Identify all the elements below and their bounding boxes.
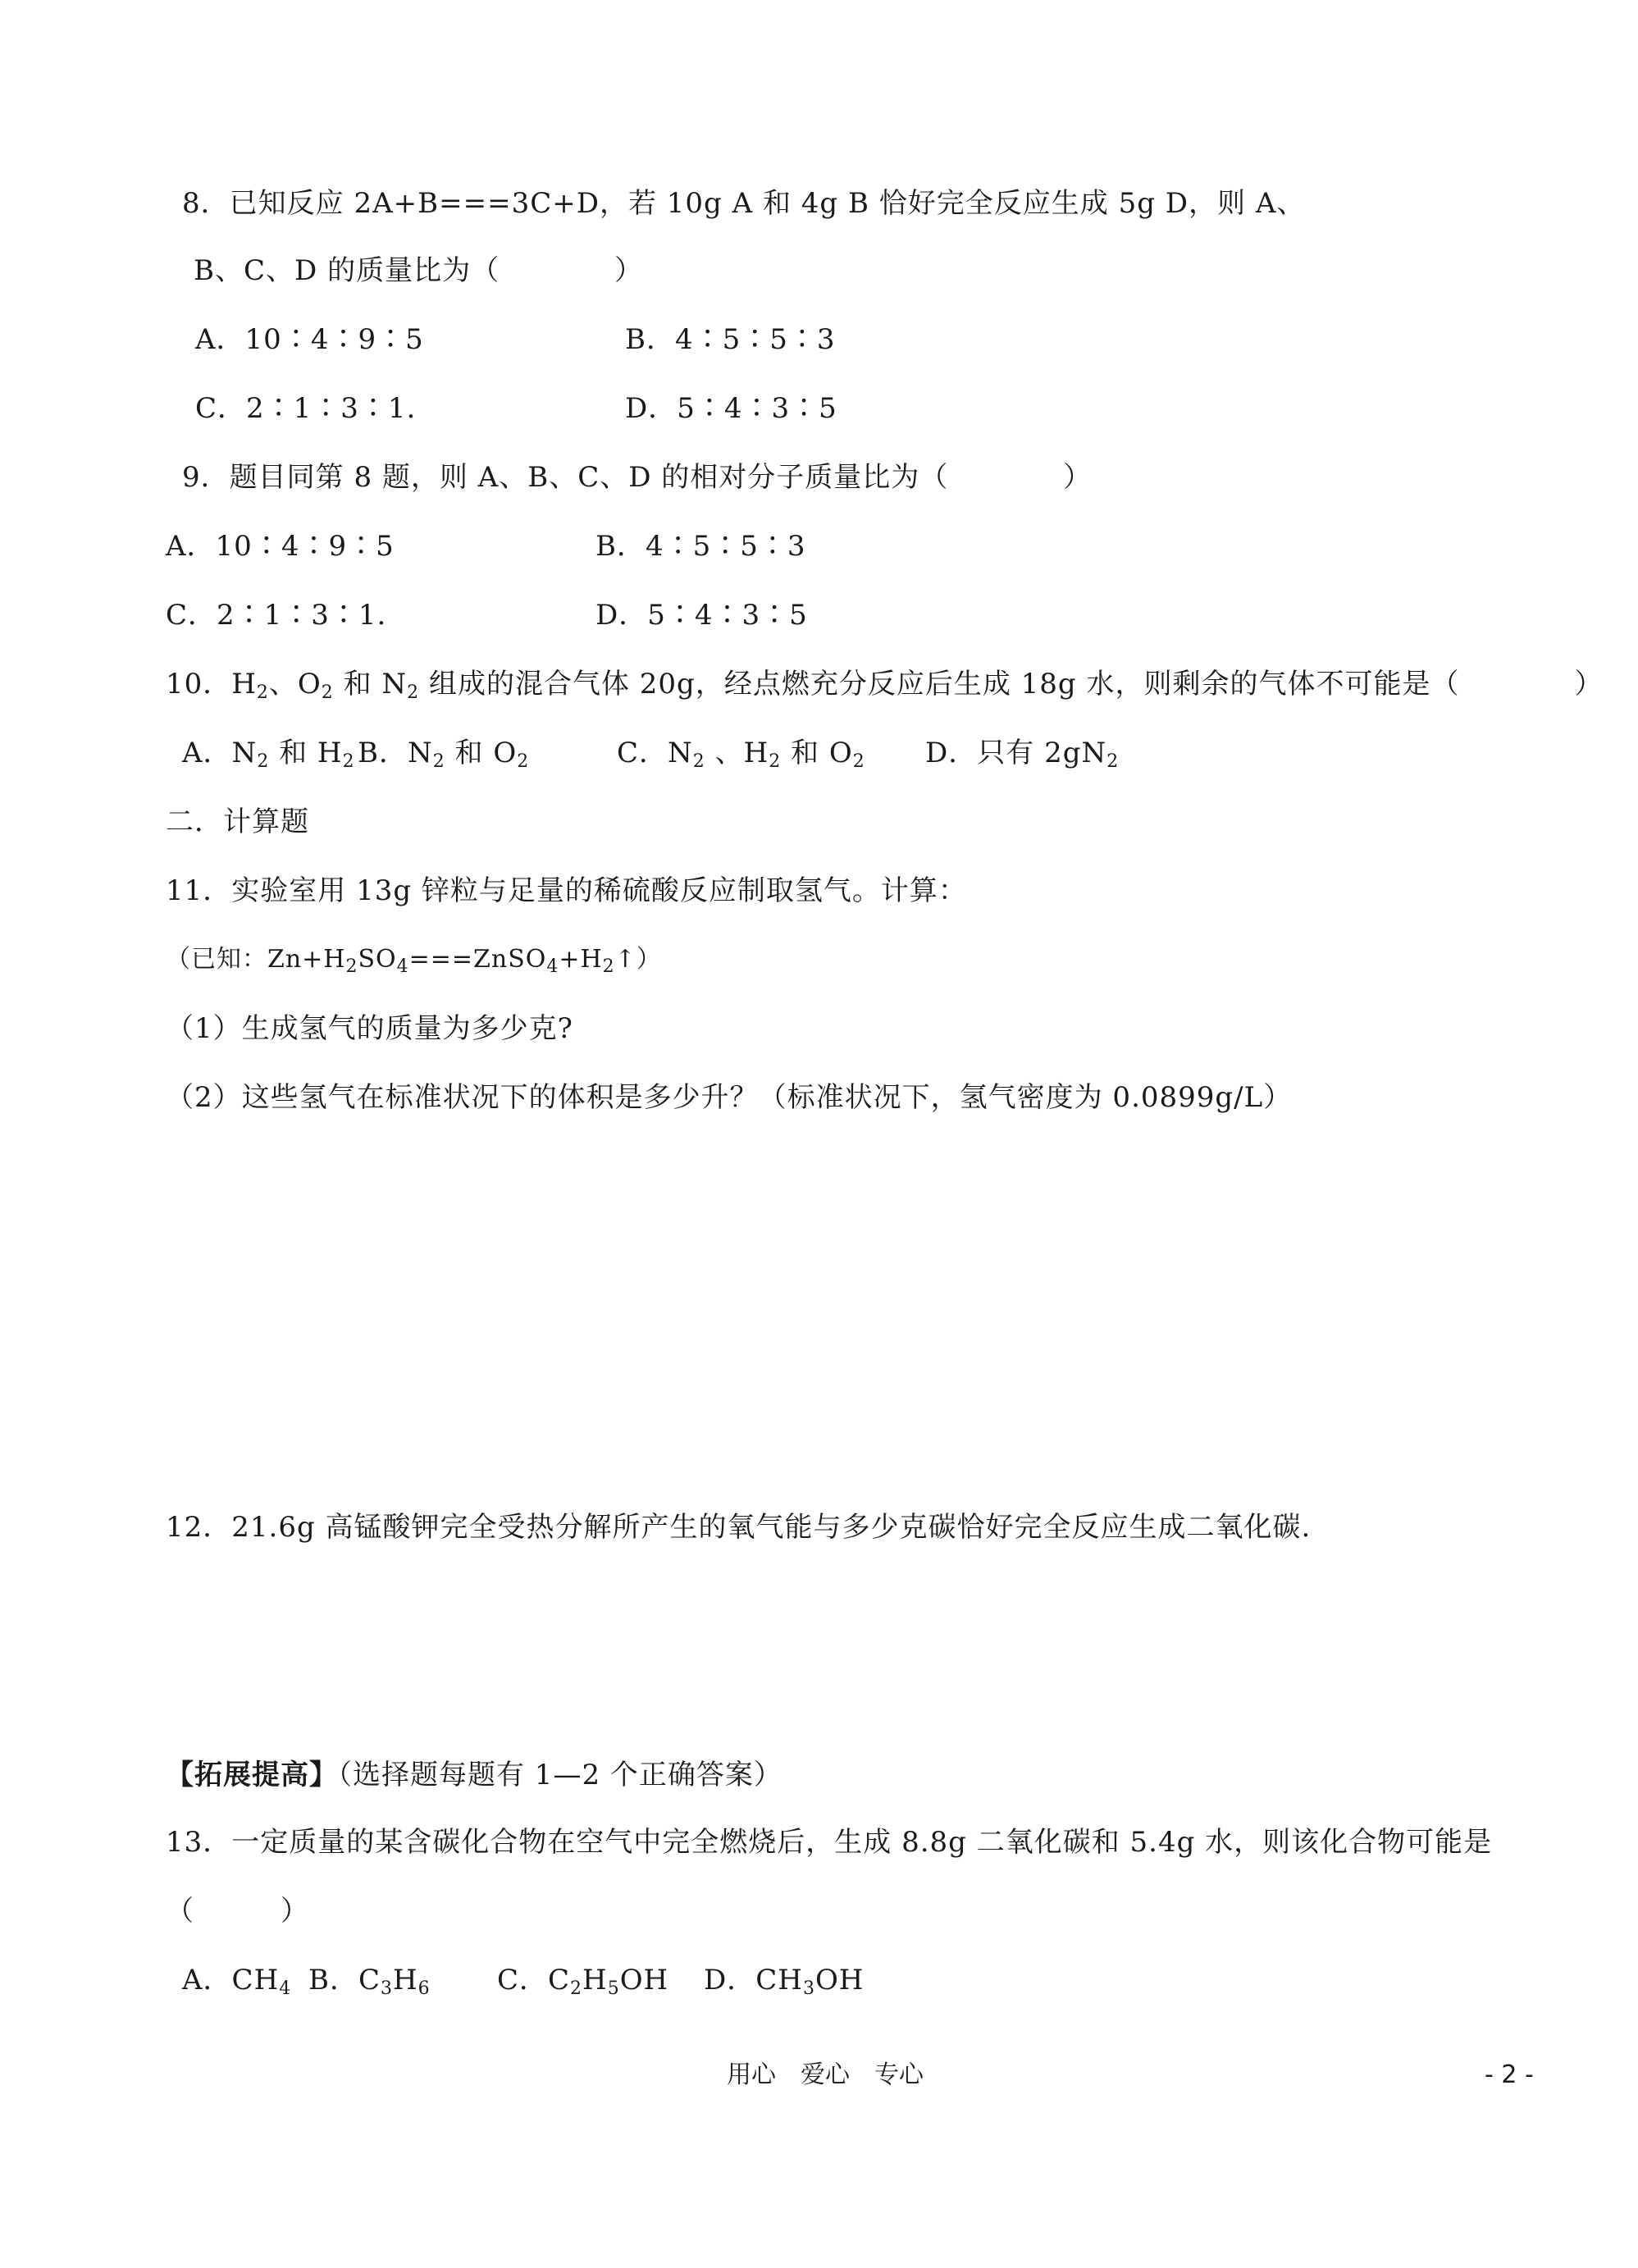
extend-heading bbox=[166, 1759, 782, 1791]
q8-option-d: D．5∶4∶3∶5 bbox=[625, 392, 837, 425]
q10-option-b: B．$N_2$ 和 $O_2$ bbox=[358, 737, 530, 772]
q13-line2: （ ） bbox=[166, 1895, 309, 1928]
q13-option-a: A．$CH_4$ bbox=[182, 1964, 292, 1999]
q13-line1: 13．一定质量的某含碳化合物在空气中完全燃烧后，生成 8.8g 二氧化碳和 5.4g 水，则该化合物可能是 bbox=[166, 1826, 1493, 1859]
q13-option-d: D．$CH_3OH$ bbox=[704, 1964, 865, 1999]
q9-option-c: C．2∶1∶3∶1. bbox=[166, 599, 387, 632]
q11-line1: 11．实验室用 13g 锌粒与足量的稀硫酸反应制取氢气。计算： bbox=[166, 874, 967, 907]
q11-known: （已知：$Zn+H_2SO_4===ZnSO_4+H_2↑$） bbox=[166, 945, 662, 977]
q8-line1: 8．已知反应 2A+B===3C+D，若 10g A 和 4g B 恰好完全反应生成 5g D，则 A、 bbox=[182, 187, 1306, 220]
page-number: - 2 - bbox=[1485, 2060, 1534, 2089]
q9-option-d: D．5∶4∶3∶5 bbox=[595, 599, 808, 632]
q9-option-a: A．10∶4∶9∶5 bbox=[166, 530, 395, 563]
q9-option-b: B．4∶5∶5∶3 bbox=[595, 530, 806, 563]
footer-motto: 用心 爱心 专心 bbox=[727, 2060, 924, 2089]
q9-line1: 9．题目同第 8 题，则 A、B、C、D 的相对分子质量比为（ ） bbox=[182, 461, 1093, 494]
extend-title: 【拓展提高】 bbox=[166, 1759, 338, 1791]
q10-option-c: C．$N_2$ 、$H_2$ 和 $O_2$ bbox=[617, 737, 865, 772]
q10-line1: 10．$H_2$、$O_2$ 和 $N_2$ 组成的混合气体 20g，经点燃充分反应后生成 18g 水，则剩余的气体不可能是（ ） bbox=[166, 668, 1604, 703]
q13-option-c: C．$C_2H_5OH$ bbox=[497, 1964, 669, 1999]
q8-option-b: B．4∶5∶5∶3 bbox=[625, 323, 836, 356]
q8-line2: B、C、D 的质量比为（ ） bbox=[194, 254, 644, 287]
section-title: 二．计算题 bbox=[166, 805, 309, 838]
q10-option-d: D．只有 $2gN_2$ bbox=[925, 737, 1120, 772]
q11-sub2: （2）这些氢气在标准状况下的体积是多少升？（标准状况下，氢气密度为 0.0899g/L） bbox=[166, 1081, 1293, 1114]
q10-option-a: A．$N_2$ 和 $H_2$ bbox=[182, 737, 355, 772]
q11-sub1: （1）生成氢气的质量为多少克? bbox=[166, 1012, 573, 1045]
q8-option-a: A．10∶4∶9∶5 bbox=[195, 323, 424, 356]
q13-option-b: B．$C_3H_6$ bbox=[308, 1964, 431, 1999]
q8-option-c: C．2∶1∶3∶1. bbox=[195, 392, 417, 425]
extend-note: （选择题每题有 1—2 个正确答案） bbox=[338, 1759, 782, 1791]
q12-line1: 12．21.6g 高锰酸钾完全受热分解所产生的氧气能与多少克碳恰好完全反应生成二氧化碳. bbox=[166, 1511, 1312, 1544]
